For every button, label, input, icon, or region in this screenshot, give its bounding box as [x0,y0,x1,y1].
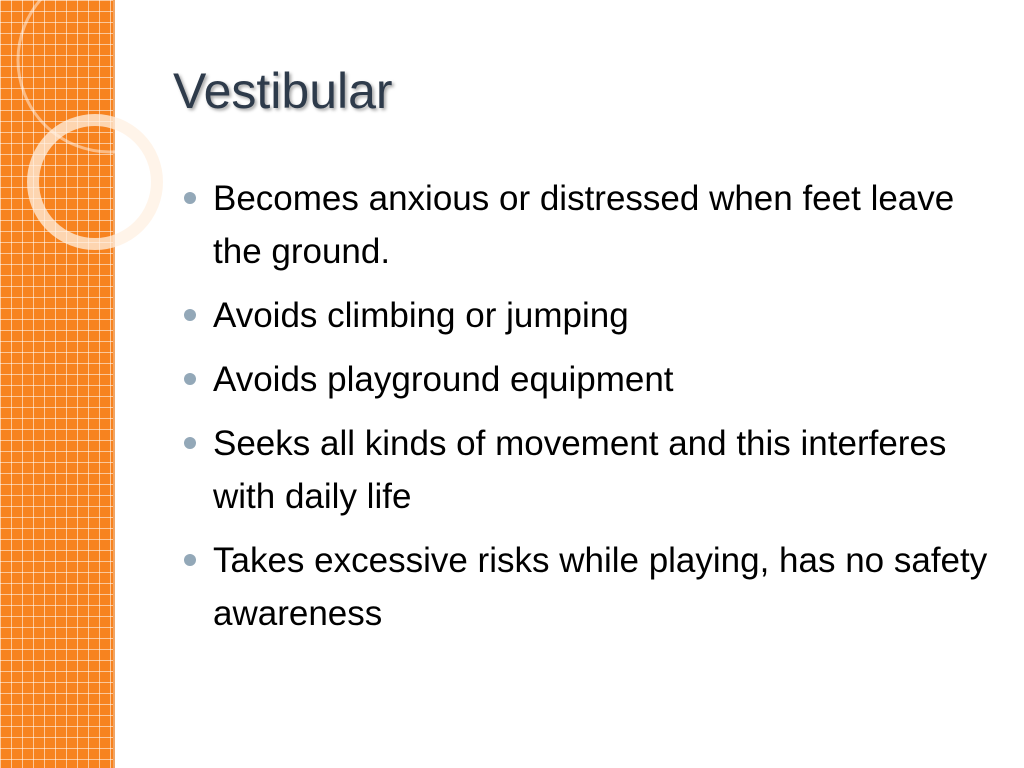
bullet-dot-icon [184,554,196,566]
slide-title: Vestibular [173,63,393,119]
bullet-item [184,417,994,523]
bullet-item [184,534,994,640]
ring-medium [33,120,157,244]
bullet-item [184,172,994,278]
bullet-item [184,289,994,342]
bullet-text: Takes excessive risks while playing, has no safety awareness [213,541,988,633]
bullet-item [184,353,994,406]
bullet-text: Avoids playground equipment [213,360,674,399]
bullet-dot-icon [184,309,196,321]
bullet-text: Becomes anxious or distressed when feet leave the ground. [213,179,955,271]
bullet-dot-icon [184,192,196,204]
bullet-dot-icon [184,373,196,385]
bullet-text: Seeks all kinds of movement and this interferes with daily life [213,424,947,516]
bullet-dot-icon [184,437,196,449]
bullet-text: Avoids climbing or jumping [213,296,629,335]
bullet-list [184,172,994,651]
